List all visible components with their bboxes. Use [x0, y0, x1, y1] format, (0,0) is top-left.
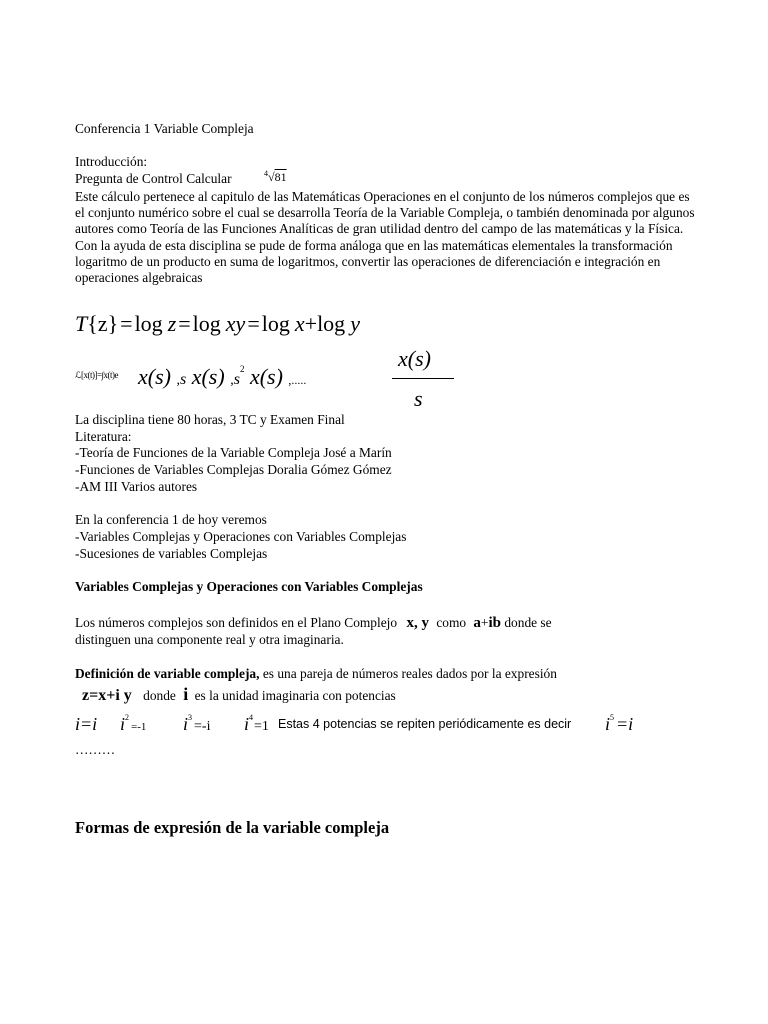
power-value: =-i: [194, 719, 211, 734]
term-xs: x(s): [191, 364, 225, 389]
laplace-sequence: [138, 364, 306, 390]
control-question: Pregunta de Control Calcular: [75, 171, 232, 186]
text-span: Los números complejos son definidos en el Plano Complejo: [75, 615, 398, 630]
base-i: i: [244, 714, 250, 734]
literature-item: -Funciones de Variables Complejas Doralia Gómez Gómez: [75, 462, 392, 477]
exponent: 5: [610, 713, 615, 722]
comma: ,: [176, 373, 180, 388]
formula-z: z: [167, 311, 177, 336]
power-i5: [605, 714, 633, 735]
a-term: a: [473, 615, 481, 631]
term-s: s: [179, 371, 187, 388]
intro-paragraph: Este cálculo pertenece al capitulo de las Matemáticas Operaciones en el conjunto de los números complejos que es el conjunto numérico sobre el cual se desarrolla Teoría de la Variable Compleja, o también denominada por algunos autores como Teoría de las Funciones Analíticas de gran utilidad dentro del campo de las matemáticas y la Física. Con la ayuda de esta disciplina se pude de forma análoga que en las matemáticas elementales la transformación logaritmo de un producto en suma de logaritmos, convertir las operaciones de diferenciación e integración en operaciones algebraicas: [75, 189, 695, 286]
xy-term: x, y: [406, 615, 429, 631]
fraction-bar: [392, 378, 454, 379]
formula-log: log: [192, 311, 221, 336]
power-value: =1: [254, 719, 269, 734]
term-xs: x(s): [249, 364, 283, 389]
formula-y: y: [350, 311, 360, 336]
formula-log: log: [317, 311, 346, 336]
fraction-numerator: x(s): [398, 346, 431, 371]
definition-term: Definición de variable compleja,: [75, 666, 260, 681]
z-expression: z=x+i y: [82, 687, 132, 704]
formula-log: log: [134, 311, 163, 336]
intro-label: Introducción:: [75, 154, 148, 169]
definition-line: [75, 666, 557, 682]
exponent: 3: [188, 713, 193, 722]
comma: ,: [230, 373, 234, 388]
fourth-root-expression: [264, 170, 287, 185]
formula-equals: =: [120, 311, 133, 336]
course-hours: La disciplina tiene 80 horas, 3 TC y Examen Final: [75, 412, 345, 427]
text-span: es la unidad imaginaria con potencias: [194, 688, 396, 703]
literature-item: -Teoría de Funciones de la Variable Compleja José a Marín: [75, 445, 392, 460]
plus-sign: +: [480, 615, 489, 630]
ellipsis: ………: [75, 742, 116, 757]
exponent: 2: [239, 364, 245, 374]
formula-T: T: [75, 311, 88, 336]
root-radicand: 81: [274, 170, 287, 184]
formula-equals: =: [247, 311, 260, 336]
text-span: como: [436, 615, 467, 630]
term-s: s: [233, 371, 240, 388]
base-i: i: [120, 714, 126, 734]
section-heading: Variables Complejas y Operaciones con Variables Complejas: [75, 579, 423, 594]
agenda-item: -Variables Complejas y Operaciones con Variables Complejas: [75, 529, 407, 544]
text-span: donde se: [504, 615, 552, 630]
exponent: 4: [249, 713, 254, 722]
formula-log: log: [261, 311, 290, 336]
fraction-denominator: s: [414, 386, 423, 411]
power-i3: [183, 714, 210, 735]
text-span: donde: [143, 688, 176, 703]
agenda-item: -Sucesiones de variables Complejas: [75, 546, 268, 561]
root-index: 4: [264, 169, 268, 178]
formula-z-brace: {z}: [87, 311, 119, 336]
document-title: Conferencia 1 Variable Compleja: [75, 121, 254, 136]
power-value: =-1: [131, 721, 147, 733]
formula-equals: =: [178, 311, 191, 336]
ellipsis: ,.....: [288, 373, 307, 387]
power-i2: [120, 714, 146, 735]
term-xs: x(s): [138, 364, 171, 389]
formula-x: x: [294, 311, 305, 336]
agenda-intro: En la conferencia 1 de hoy veremos: [75, 512, 267, 527]
base-i: i: [605, 714, 611, 734]
literature-label: Literatura:: [75, 429, 132, 444]
periodic-note: Estas 4 potencias se repiten periódicamente es decir: [278, 717, 572, 731]
text-span: es una pareja de números reales dados por la expresión: [259, 666, 557, 681]
section-heading: Formas de expresión de la variable compleja: [75, 818, 390, 837]
ib-term: ib: [488, 615, 501, 631]
exponent: 2: [125, 713, 130, 722]
log-formula: [75, 311, 360, 337]
power-i1: i=i: [75, 714, 98, 734]
formula-xy: xy: [225, 311, 246, 336]
literature-item: -AM III Varios autores: [75, 479, 198, 494]
power-i4: [244, 714, 269, 735]
complex-def-line1: [75, 615, 552, 631]
complex-def-line2: distinguen una componente real y otra imaginaria.: [75, 632, 344, 647]
root-sign: √: [268, 170, 275, 184]
formula-plus: +: [304, 311, 318, 336]
power-value: =i: [616, 714, 634, 734]
imaginary-unit: i: [183, 684, 189, 704]
base-i: i: [183, 714, 189, 734]
z-expression-line: [82, 686, 396, 704]
laplace-prefix: ℒ[x(t)]=∫x(t)e: [75, 370, 119, 380]
